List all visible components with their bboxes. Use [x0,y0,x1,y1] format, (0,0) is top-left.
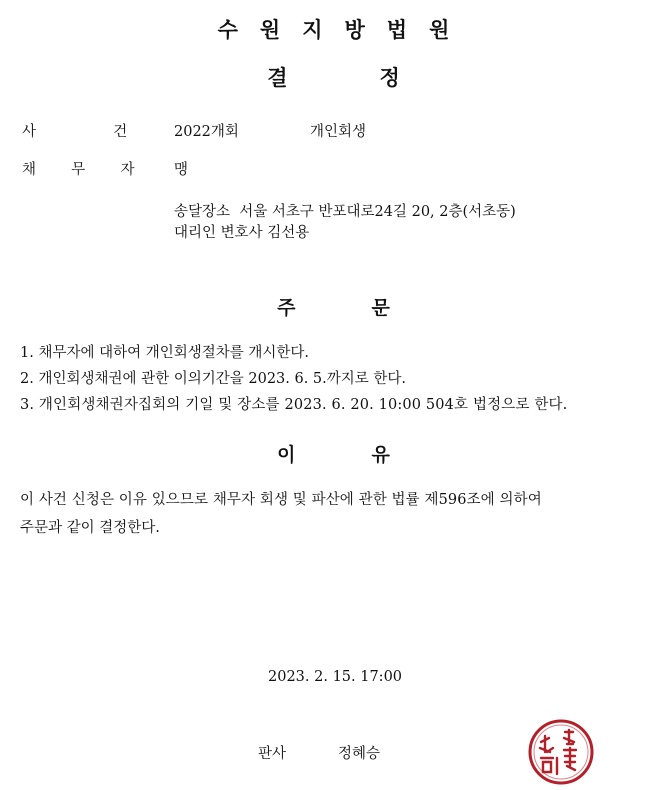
judge-title: 판사 [258,746,287,762]
service-address-value: 서울 서초구 반포대로24길 20, 2층(서초동) [239,204,516,220]
order-item-3: 3. 개인회생채권자집회의 기일 및 장소를 2023. 6. 20. 10:00 504호 법정으로 한다. [20,397,568,413]
court-name: 수원지방법원 [217,18,472,42]
debtor-name: 맹 [174,162,189,178]
order-heading [0,293,667,320]
order-item-1: 1. 채무자에 대하여 개인회생절차를 개시한다. [20,345,310,361]
decision-date: 2023. 2. 15. 17:00 [268,669,403,685]
debtor-label-char-2: 무 [71,162,86,178]
case-label [22,120,127,141]
service-address [174,200,516,221]
seal-icon [527,718,595,786]
doc-title-char-2: 정 [379,66,400,90]
debtor-label-char-1: 채 [22,162,37,178]
order-heading-char-2: 문 [371,297,390,319]
case-label-char-1: 사 [22,124,37,140]
case-label-char-2: 건 [113,124,128,140]
document-title [0,62,667,92]
judge-name: 정혜승 [338,746,381,762]
legal-agent: 대리인 변호사 김선용 [174,225,310,241]
reason-heading-char-2: 유 [371,444,390,466]
debtor-label-char-3: 자 [120,162,135,178]
order-heading-char-1: 주 [277,297,296,319]
service-address-label: 송달장소 [174,204,231,220]
reason-heading-char-1: 이 [277,444,296,466]
case-number: 2022개회 [174,124,239,140]
reason-heading [0,440,667,467]
doc-title-char-1: 결 [267,66,288,90]
judge-seal-stamp [527,718,595,786]
order-item-2: 2. 개인회생채권에 관한 이의기간을 2023. 6. 5.까지로 한다. [20,371,407,387]
reason-text-line-2: 주문과 같이 결정한다. [20,520,160,536]
debtor-label [22,158,134,179]
case-type: 개인회생 [310,124,367,140]
reason-text-line-1: 이 사건 신청은 이유 있으므로 채무자 회생 및 파산에 관한 법률 제596조에 의하여 [20,492,542,508]
